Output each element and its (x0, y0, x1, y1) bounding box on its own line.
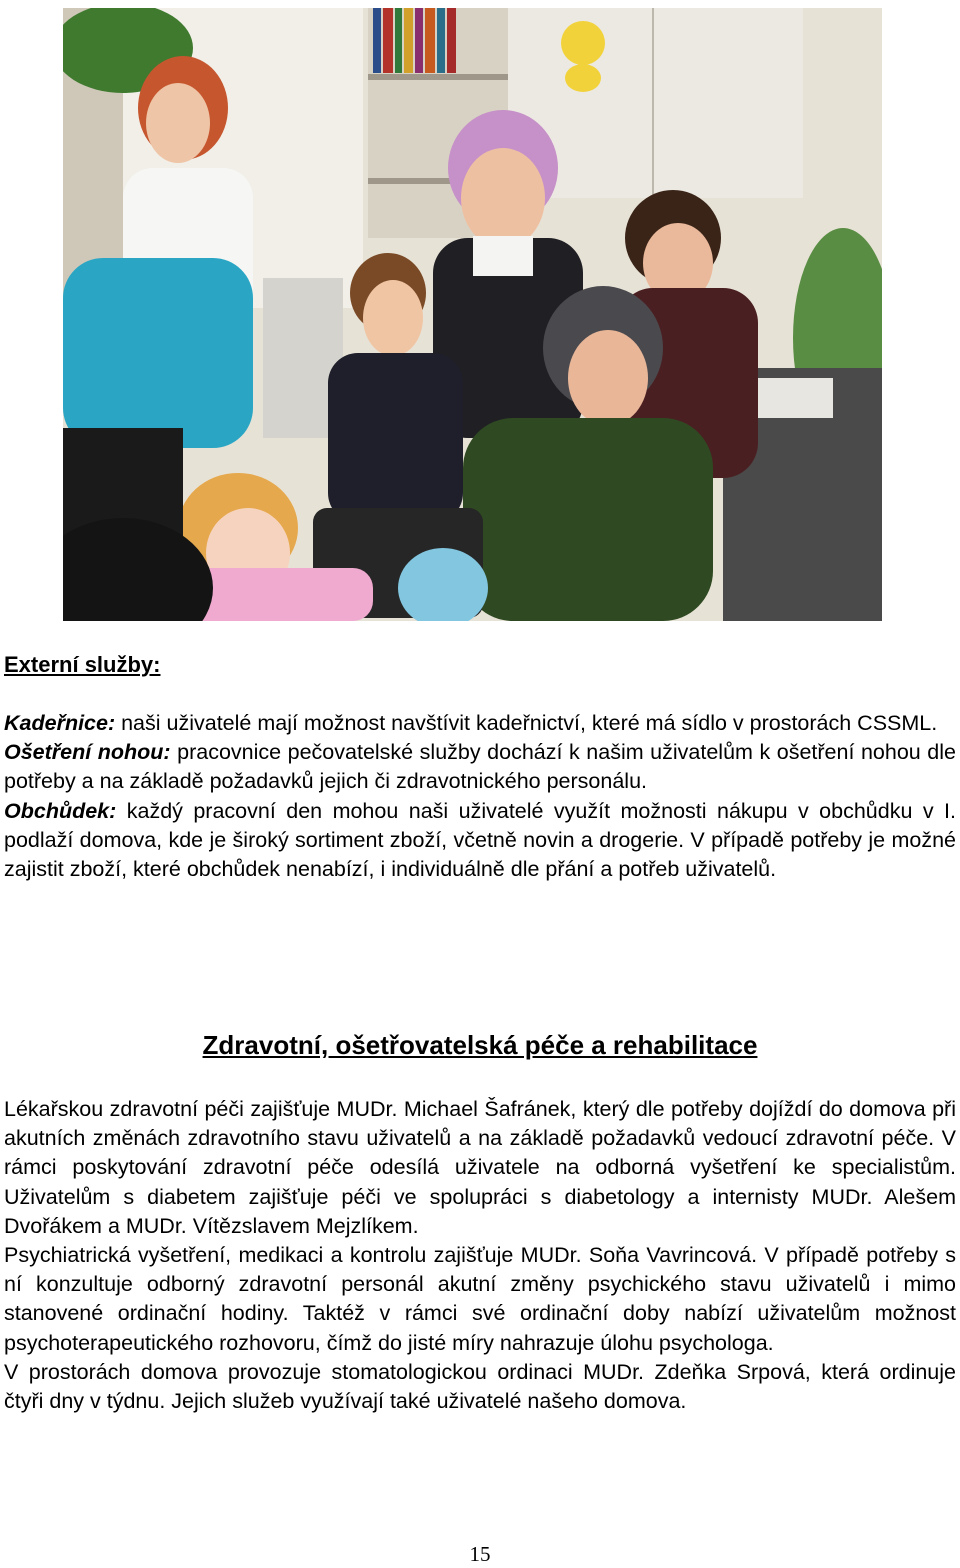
health-care-paragraph: Lékařskou zdravotní péči zajišťuje MUDr. Michael Šafránek, který dle potřeby dojíždí do domova při akutních změnách zdravotního stavu uživatelů a na základě požadavků vedoucí zdravotní péče. V rámci poskytování zdravotní péče odesílá uživatele na odborná vyšetření ke specialistům. Uživatelům s diabetem zajišťuje péči ve spolupráci s diabetology a internisty MUDr. Alešem Dvořákem a MUDr. Vítězslavem Mejzlíkem. (4, 1097, 956, 1238)
service-term: Ošetření nohou: (4, 740, 171, 765)
service-text: pracovnice pečovatelské služby dochází k našim uživatelům k ošetření nohou dle potřeby a na základě požadavků jejich či zdravotnického personálu. (4, 740, 956, 794)
service-text: každý pracovní den mohou naši uživatelé využít možnosti nákupu v obchůdku v I. podlaží domova, kde je široký sortiment zboží, včetně novin a drogerie. V případě potřeby je možné zajistit zboží, které obchůdek nenabízí, i individuálně dle přání a potřeb uživatelů. (4, 798, 956, 882)
service-term: Kadeřnice: (4, 711, 116, 735)
service-term: Obchůdek: (4, 798, 117, 823)
group-photo-icon (63, 8, 882, 621)
health-care-heading: Zdravotní, ošetřovatelská péče a rehabilitace (202, 1030, 758, 1060)
service-text: naši uživatelé mají možnost navštívit kadeřnictví, které má sídlo v prostorách CSSML. (115, 711, 938, 735)
health-care-paragraph: Psychiatrická vyšetření, medikaci a kontrolu zajišťuje MUDr. Soňa Vavrincová. V případě potřeby s ní konzultuje odborný zdravotní personál akutní změny psychického stavu uživatelů i mimo stanovené ordinační hodiny. Taktéž v rámci své ordinační doby nabízí uživatelům možnost psychoterapeutického rozhovoru, čímž do jisté míry nahrazuje úlohu psychologa. (4, 1243, 956, 1355)
health-care-body (4, 1095, 956, 1416)
group-photo (63, 8, 882, 621)
service-foot-care (4, 738, 956, 796)
service-hairdresser (4, 709, 956, 738)
page-number: 15 (469, 1542, 491, 1566)
external-services-list (4, 709, 956, 884)
external-services-heading: Externí služby: (4, 652, 161, 677)
service-shop (4, 797, 956, 885)
health-care-paragraph: V prostorách domova provozuje stomatologickou ordinaci MUDr. Zdeňka Srpová, která ordinuje čtyři dny v týdnu. Jejich služeb využívají také uživatelé našeho domova. (4, 1359, 956, 1414)
